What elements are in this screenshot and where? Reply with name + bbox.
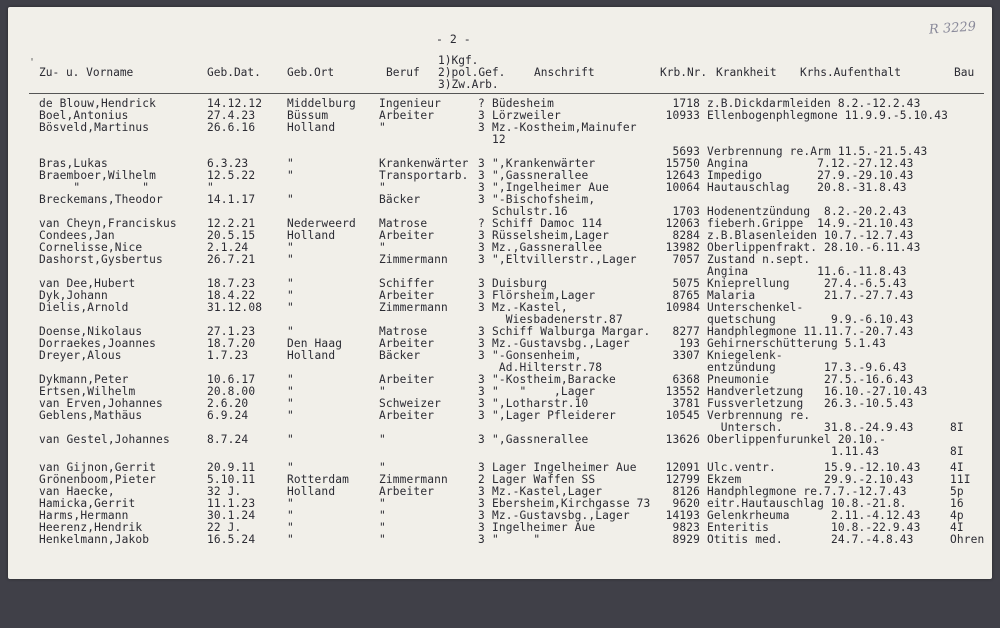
header-birth-place: Geb.Ort — [287, 66, 335, 79]
cell-place: " — [287, 433, 294, 446]
cell-addr: Mz.-Gustavsbg.,Lager — [492, 509, 630, 522]
cell-place: " — [287, 325, 294, 338]
cell-name: Hamicka,Gerrit — [39, 497, 136, 510]
cell-birth: 20.5.15 — [207, 229, 256, 242]
cell-bau: 4I — [950, 461, 964, 474]
cell-cat: 3 — [478, 277, 485, 290]
cell-birth: 30.1.24 — [207, 509, 256, 522]
cell-name: Dreyer,Alous — [39, 349, 122, 362]
cell-nr: 8277 — [672, 325, 700, 338]
cell-job: Arbeiter — [379, 109, 435, 122]
cell-place: " — [287, 397, 294, 410]
cell-nr: 8765 — [672, 289, 700, 302]
cell-name: van Gijnon,Gerrit — [39, 461, 157, 474]
cell-birth: 6.9.24 — [207, 409, 249, 422]
cell-birth: 2.1.24 — [207, 241, 249, 254]
cell-place: Middelburg — [287, 97, 356, 110]
cell-birth: 26.6.16 — [207, 121, 256, 134]
cell-nr: 12063 — [665, 217, 700, 230]
cell-birth: 2.6.20 — [207, 397, 249, 410]
cell-ill: quetschung 9.9.-6.10.43 — [707, 313, 914, 326]
cell-nr: 12643 — [665, 169, 700, 182]
cell-birth: 18.7.20 — [207, 337, 256, 350]
cell-ill: Pneumonie 27.5.-16.6.43 — [707, 373, 914, 386]
cell-job: Arbeiter — [379, 373, 435, 386]
cell-job: Zimmermann — [379, 473, 448, 486]
cell-place: " — [287, 521, 294, 534]
cell-job: " — [379, 533, 386, 546]
cell-birth: 18.7.23 — [207, 277, 256, 290]
cell-addr: Ingelheimer Aue — [492, 521, 596, 534]
cell-nr: 10064 — [665, 181, 700, 194]
cell-ill: Verbrennung re.Arm 11.5.-21.5.43 — [707, 145, 928, 158]
cell-cat: 3 — [478, 325, 485, 338]
cell-cat: 3 — [478, 109, 485, 122]
cell-nr: 7057 — [672, 253, 700, 266]
header-birth-date: Geb.Dat. — [207, 66, 261, 79]
cell-nr: 8929 — [672, 533, 700, 546]
archive-reference: R 3229 — [928, 19, 977, 38]
cell-nr: 12091 — [665, 461, 700, 474]
cell-addr: "-Gonsenheim, — [492, 349, 582, 362]
cell-name: Grönenboom,Pieter — [39, 473, 157, 486]
page-number: - 2 - — [436, 32, 471, 46]
header-job: Beruf — [386, 66, 420, 79]
cell-addr: " " ,Lager — [492, 385, 596, 398]
cell-nr: 8284 — [672, 229, 700, 242]
cell-name: de Blouw,Hendrick — [39, 97, 157, 110]
cell-cat: 3 — [478, 193, 485, 206]
cell-cat: 3 — [478, 397, 485, 410]
cell-ill: Hodenentzündung 8.2.-20.2.43 — [707, 205, 907, 218]
cell-addr: Flörsheim,Lager — [492, 289, 596, 302]
cell-job: Zimmermann — [379, 301, 448, 314]
cell-ill: Hautauschlag 20.8.-31.8.43 — [707, 181, 907, 194]
cell-cat: 3 — [478, 373, 485, 386]
cell-birth: 32 J. — [207, 485, 242, 498]
cell-birth: 8.7.24 — [207, 433, 249, 446]
cell-nr: 9823 — [672, 521, 700, 534]
cell-place: " — [287, 509, 294, 522]
cell-name: Breckemans,Theodor — [39, 193, 163, 206]
cell-ill: Untersch. 31.8.-24.9.43 — [707, 421, 914, 434]
cell-cat: ? — [478, 217, 485, 230]
cell-cat: 3 — [478, 521, 485, 534]
cell-cat: 3 — [478, 289, 485, 302]
cell-place: " — [287, 301, 294, 314]
cell-cat: 3 — [478, 157, 485, 170]
cell-place: " — [287, 533, 294, 546]
header-address: Anschrift — [534, 66, 595, 79]
cell-job: Matrose — [379, 325, 428, 338]
cell-ill: Handverletzung 16.10.-27.10.43 — [707, 385, 928, 398]
cell-addr: ",Lotharstr.10 — [492, 397, 589, 410]
cell-job: Ingenieur — [379, 97, 441, 110]
cell-job: " — [379, 385, 386, 398]
cell-nr: 10984 — [665, 301, 700, 314]
cell-cat: 3 — [478, 433, 485, 446]
cell-birth: 14.1.17 — [207, 193, 256, 206]
cell-job: Krankenwärter — [379, 157, 469, 170]
cell-job: " — [379, 521, 386, 534]
cell-nr: 10933 — [665, 109, 700, 122]
cell-nr: 13982 — [665, 241, 700, 254]
cell-job: " — [379, 181, 386, 194]
cell-addr: Wiesbadenerstr.87 — [492, 313, 623, 326]
cell-job: Arbeiter — [379, 409, 435, 422]
cell-addr: ",Gassnerallee — [492, 433, 589, 446]
cell-birth: 12.2.21 — [207, 217, 256, 230]
cell-nr: 1718 — [672, 97, 700, 110]
cell-nr: 3781 — [672, 397, 700, 410]
cell-addr: " " — [492, 533, 541, 546]
cell-job: Schweizer — [379, 397, 441, 410]
cell-ill: Enteritis 10.8.-22.9.43 — [707, 521, 921, 534]
cell-ill: Unterschenkel- — [707, 301, 804, 314]
cell-addr: Ebersheim,Kirchgasse 73 — [492, 497, 651, 510]
cell-addr: 12 — [492, 133, 506, 146]
cell-name: van Haecke, — [39, 485, 115, 498]
cell-birth: 10.6.17 — [207, 373, 256, 386]
cell-name: Dykmann,Peter — [39, 373, 129, 386]
cell-name: Doense,Nikolaus — [39, 325, 143, 338]
cell-name: Dyk,Johann — [39, 289, 108, 302]
cell-ill: Malaria 21.7.-27.7.43 — [707, 289, 914, 302]
cell-nr: 193 — [679, 337, 700, 350]
cell-name: van Dee,Hubert — [39, 277, 136, 290]
cell-ill: entzündung 17.3.-9.6.43 — [707, 361, 907, 374]
cell-name: Bras,Lukas — [39, 157, 108, 170]
cell-birth: 12.5.22 — [207, 169, 256, 182]
cell-name: Boel,Antonius — [39, 109, 129, 122]
cell-job: " — [379, 497, 386, 510]
cell-place: " — [287, 169, 294, 182]
cell-nr: 5075 — [672, 277, 700, 290]
cell-place: " — [287, 497, 294, 510]
cell-ill: eitr.Hautauschlag 10.8.-21.8. — [707, 497, 907, 510]
header-bau: Bau — [954, 66, 975, 79]
header-stay: Krhs.Aufenthalt — [800, 66, 902, 79]
cell-ill: Otitis med. 24.7.-4.8.43 — [707, 533, 914, 546]
cell-birth: 26.7.21 — [207, 253, 256, 266]
cell-name: Geblens,Mathäus — [39, 409, 143, 422]
cell-place: Nederweerd — [287, 217, 356, 230]
cell-ill: Impedigo 27.9.-29.10.43 — [707, 169, 914, 182]
cell-ill: Ellenbogenphlegmone 11.9.9.-5.10.43 — [707, 109, 948, 122]
cell-job: Matrose — [379, 217, 428, 230]
cell-job: Arbeiter — [379, 289, 435, 302]
cell-birth: 14.12.12 — [207, 97, 263, 110]
cell-ill: Knieprellung 27.4.-6.5.43 — [707, 277, 907, 290]
cell-job: Bäcker — [379, 349, 421, 362]
cell-place: Holland — [287, 229, 336, 242]
cell-cat: 3 — [478, 509, 485, 522]
cell-place: Holland — [287, 121, 336, 134]
cell-place: " — [287, 385, 294, 398]
cell-ill: Ekzem 29.9.-2.10.43 — [707, 473, 914, 486]
cell-ill: Handphlegmone 11.11.7.-20.7.43 — [707, 325, 914, 338]
cell-ill: Handphlegmone re.7.7.-12.7.43 — [707, 485, 907, 498]
cell-addr: Büdesheim — [492, 97, 554, 110]
cell-bau: 16 — [950, 497, 964, 510]
cell-cat: 3 — [478, 253, 485, 266]
cell-ill: fieberh.Grippe 14.9.-21.10.43 — [707, 217, 914, 230]
cell-ill: Kniegelenk- — [707, 349, 783, 362]
cell-cat: 3 — [478, 497, 485, 510]
cell-addr: Mz.-Gustavsbg.,Lager — [492, 337, 630, 350]
cell-nr: 8126 — [672, 485, 700, 498]
cell-name: Dielis,Arnold — [39, 301, 129, 314]
cell-addr: Ad.Hilterstr.78 — [492, 361, 603, 374]
cell-birth: 16.5.24 — [207, 533, 256, 546]
cell-nr: 5693 — [672, 145, 700, 158]
cell-place: " — [287, 253, 294, 266]
cell-cat: 3 — [478, 461, 485, 474]
header-name: Zu- u. Vorname — [39, 66, 134, 79]
cell-name: Bösveld,Martinus — [39, 121, 150, 134]
cell-cat: 3 — [478, 181, 485, 194]
cell-name: Braemboer,Wilhelm — [39, 169, 157, 182]
cell-ill: Oberlippenfurunkel 20.10.- — [707, 433, 887, 446]
cell-birth: 5.10.11 — [207, 473, 256, 486]
cell-addr: Duisburg — [492, 277, 548, 290]
cell-place: " — [287, 409, 294, 422]
cell-name: Condees,Jan — [39, 229, 115, 242]
cell-birth: " — [207, 181, 214, 194]
cell-nr: 10545 — [665, 409, 700, 422]
cell-ill: Ulc.ventr. 15.9.-12.10.43 — [707, 461, 921, 474]
header-category: 1)Kgf. 2)pol.Gef. 3)Zw.Arb. — [438, 54, 506, 91]
cell-addr: Mz.,Gassnerallee — [492, 241, 603, 254]
cell-nr: 12799 — [665, 473, 700, 486]
cell-ill: z.B.Dickdarmleiden 8.2.-12.2.43 — [707, 97, 921, 110]
cell-ill: Zustand n.sept. — [707, 253, 811, 266]
cell-nr: 9620 — [672, 497, 700, 510]
cell-birth: 18.4.22 — [207, 289, 256, 302]
cell-addr: "-Bischofsheim, — [492, 193, 596, 206]
cell-addr: Lager Ingelheimer Aue — [492, 461, 637, 474]
cell-ill: Oberlippenfrakt. 28.10.-6.11.43 — [707, 241, 921, 254]
cell-nr: 13552 — [665, 385, 700, 398]
cell-bau: 8I — [950, 445, 964, 458]
margin-mark: ' — [29, 57, 36, 68]
cell-name: van Cheyn,Franciskus — [39, 217, 177, 230]
cell-birth: 11.1.23 — [207, 497, 256, 510]
cell-job: Transportarb. — [379, 169, 469, 182]
cell-nr: 13626 — [665, 433, 700, 446]
cell-addr: ",Lager Pfleiderer — [492, 409, 616, 422]
cell-birth: 31.12.08 — [207, 301, 263, 314]
cell-nr: 1703 — [672, 205, 700, 218]
header-rule — [29, 93, 984, 94]
cell-addr: "-Kostheim,Baracke — [492, 373, 616, 386]
cell-birth: 27.4.23 — [207, 109, 256, 122]
cell-birth: 20.8.00 — [207, 385, 256, 398]
cell-addr: Lörzweiler — [492, 109, 561, 122]
cell-job: Arbeiter — [379, 337, 435, 350]
cell-job: Bäcker — [379, 193, 421, 206]
cell-addr: Mz.-Kastel,Lager — [492, 485, 603, 498]
cell-cat: 3 — [478, 533, 485, 546]
cell-name: " " — [39, 181, 150, 194]
cell-name: van Erven,Johannes — [39, 397, 163, 410]
cell-nr: 3307 — [672, 349, 700, 362]
cell-cat: ? — [478, 97, 485, 110]
cell-cat: 3 — [478, 485, 485, 498]
cell-job: " — [379, 509, 386, 522]
cell-ill: Angina 11.6.-11.8.43 — [707, 265, 907, 278]
cell-cat: 3 — [478, 385, 485, 398]
cell-addr: Schiff Damoc 114 — [492, 217, 603, 230]
cell-ill: z.B.Blasenleiden 10.7.-12.7.43 — [707, 229, 914, 242]
cell-nr: 14193 — [665, 509, 700, 522]
cell-place: " — [287, 461, 294, 474]
cell-cat: 3 — [478, 349, 485, 362]
cell-ill: Angina 7.12.-27.12.43 — [707, 157, 914, 170]
cell-cat: 3 — [478, 301, 485, 314]
header-krb-nr: Krb.Nr. — [660, 66, 708, 79]
cell-place: " — [287, 193, 294, 206]
cell-ill: Verbrennung re. — [707, 409, 811, 422]
cell-addr: Schiff Walburga Margar. — [492, 325, 651, 338]
cell-cat: 3 — [478, 337, 485, 350]
cell-cat: 3 — [478, 229, 485, 242]
cell-addr: Mz.-Kastel, — [492, 301, 568, 314]
cell-bau: 4p — [950, 509, 964, 522]
cell-nr: 15750 — [665, 157, 700, 170]
cell-place: " — [287, 241, 294, 254]
cell-place: " — [287, 157, 294, 170]
cell-job: " — [379, 241, 386, 254]
cell-place: Holland — [287, 485, 336, 498]
cell-addr: Lager Waffen SS — [492, 473, 596, 486]
cell-bau: 11I — [950, 473, 971, 486]
cell-job: " — [379, 433, 386, 446]
cell-job: " — [379, 121, 386, 134]
cell-cat: 2 — [478, 473, 485, 486]
cell-cat: 3 — [478, 409, 485, 422]
cell-job: Arbeiter — [379, 229, 435, 242]
cell-job: Schiffer — [379, 277, 435, 290]
cell-place: " — [287, 373, 294, 386]
header-illness: Krankheit — [716, 66, 777, 79]
cell-nr: 6368 — [672, 373, 700, 386]
cell-ill: Gehirnerschütterung 5.1.43 — [707, 337, 887, 350]
cell-name: Heerenz,Hendrik — [39, 521, 143, 534]
cell-job: Arbeiter — [379, 485, 435, 498]
cell-bau: Ohren — [950, 533, 985, 546]
cell-addr: ",Gassnerallee — [492, 169, 589, 182]
cell-ill: Fussverletzung 26.3.-10.5.43 — [707, 397, 914, 410]
cell-birth: 20.9.11 — [207, 461, 256, 474]
cell-bau: 8I — [950, 421, 964, 434]
cell-name: Dashorst,Gysbertus — [39, 253, 163, 266]
cell-name: Cornelisse,Nice — [39, 241, 143, 254]
cell-place: Den Haag — [287, 337, 343, 350]
cell-addr: ",Krankenwärter — [492, 157, 596, 170]
cell-addr: Schulstr.16 — [492, 205, 568, 218]
cell-place: " — [287, 289, 294, 302]
cell-name: van Gestel,Johannes — [39, 433, 170, 446]
cell-place: Rotterdam — [287, 473, 349, 486]
cell-birth: 1.7.23 — [207, 349, 249, 362]
cell-cat: 3 — [478, 169, 485, 182]
cell-place: " — [287, 277, 294, 290]
cell-name: Harms,Hermann — [39, 509, 129, 522]
cell-place: Büssum — [287, 109, 329, 122]
cell-place: Holland — [287, 349, 336, 362]
cell-name: Ertsen,Wilhelm — [39, 385, 136, 398]
cell-bau: 4I — [950, 521, 964, 534]
cell-birth: 22 J. — [207, 521, 242, 534]
cell-addr: Rüsselsheim,Lager — [492, 229, 610, 242]
cell-ill: Gelenkrheuma 2.11.-4.12.43 — [707, 509, 921, 522]
cell-cat: 3 — [478, 121, 485, 134]
cell-job: Zimmermann — [379, 253, 448, 266]
cell-name: Dorraekes,Joannes — [39, 337, 157, 350]
cell-birth: 27.1.23 — [207, 325, 256, 338]
cell-addr: ",Ingelheimer Aue — [492, 181, 610, 194]
cell-addr: Mz.-Kostheim,Mainufer — [492, 121, 637, 134]
cell-cat: 3 — [478, 241, 485, 254]
cell-bau: 5p — [950, 485, 964, 498]
cell-addr: ",Eltvillerstr.,Lager — [492, 253, 637, 266]
cell-job: " — [379, 461, 386, 474]
cell-name: Henkelmann,Jakob — [39, 533, 150, 546]
cell-ill: 1.11.43 — [707, 445, 880, 458]
cell-birth: 6.3.23 — [207, 157, 249, 170]
